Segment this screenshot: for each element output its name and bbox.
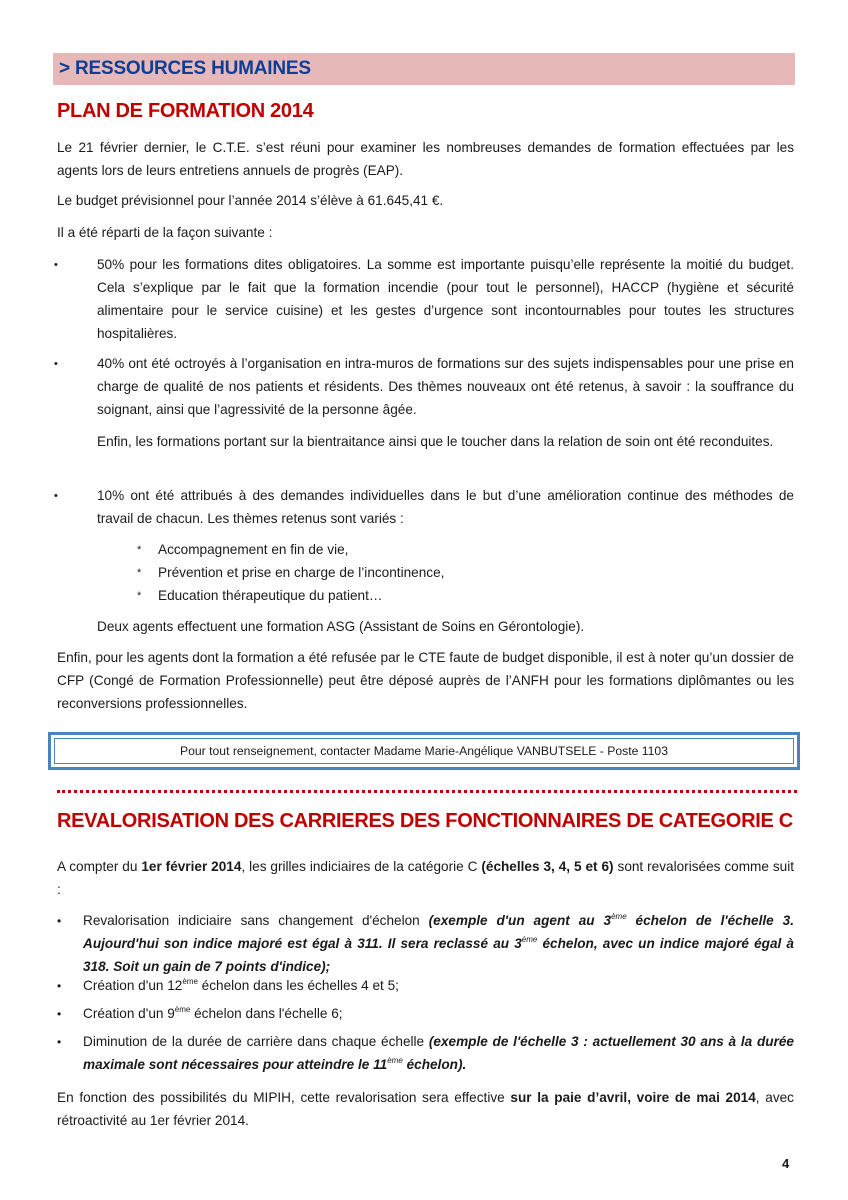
star-marker: *: [137, 590, 142, 602]
plan-split-intro: Il a été réparti de la façon suivante :: [57, 225, 273, 240]
reval-intro-b: , les grilles indiciaires de la catégorie C: [241, 859, 482, 874]
reval-item-1-text: Revalorisation indiciaire sans changement d'échelon: [83, 913, 429, 928]
reval-item-2-a: Création d'un 12: [83, 978, 183, 993]
asg-note: Deux agents effectuent une formation ASG (Assistant de Soins en Gérontologie).: [97, 619, 585, 634]
plan-formation-title: PLAN DE FORMATION 2014: [57, 100, 314, 122]
contact-box: [48, 732, 800, 770]
reval-intro-a: A compter du: [57, 859, 142, 874]
revalorisation-title: REVALORISATION DES CARRIERES DES FONCTIONNAIRES DE CATEGORIE C: [57, 810, 793, 832]
section-banner: [53, 53, 795, 85]
section-banner-title: > RESSOURCES HUMAINES: [59, 58, 311, 79]
theme-item: Prévention et prise en charge de l’incontinence,: [158, 565, 445, 580]
page-number: 4: [782, 1156, 790, 1171]
reval-outro-bold: sur la paie d’avril, voire de mai 2014: [510, 1090, 756, 1105]
sup-eme: ème: [182, 977, 198, 986]
reval-intro-scales: (échelles 3, 4, 5 et 6): [481, 859, 614, 874]
reval-item-2: [83, 974, 794, 997]
reval-item-3-a: Création d'un 9: [83, 1006, 175, 1021]
bullet-marker: •: [54, 490, 58, 502]
bullet-marker: •: [57, 1035, 62, 1049]
theme-item: Accompagnement en fin de vie,: [158, 542, 349, 557]
plan-bullet-1: 50% pour les formations dites obligatoires. La somme est importante puisqu’elle représente la moitié du budget. Cela s’explique par le fait que la formation incendie (pour tout le personnel), HACCP (hygiène et sécurité alimentaire pour le service cuisine) et les gestes d’urgence sont incontournables pour toutes les structures hospitalières.: [97, 257, 794, 341]
reval-item-4-example-b: échelon).: [402, 1057, 467, 1072]
sup-eme: ème: [521, 935, 538, 944]
sup-eme: ème: [387, 1056, 403, 1065]
reval-item-3-b: échelon dans l'échelle 6;: [190, 1006, 343, 1021]
reval-intro: [57, 855, 794, 901]
plan-closing: Enfin, pour les agents dont la formation a été refusée par le CTE faute de budget disponible, il est à noter qu’un dossier de CFP (Congé de Formation Professionnelle) peut être déposé auprès de l’ANFH pour les formations diplômantes ou les reconversions professionnelles.: [57, 650, 794, 711]
bullet-marker: •: [57, 979, 62, 993]
contact-text: Pour tout renseignement, contacter Madame Marie-Angélique VANBUTSELE - Poste 1103: [54, 738, 794, 764]
bullet-marker: •: [54, 358, 58, 370]
reval-outro-b: , avec rétroactivité au 1er février 2014.: [57, 1090, 794, 1128]
bullet-marker: •: [57, 914, 62, 928]
reval-item-1-example-c: échelon, avec un indice majoré égal à 318. Soit un gain de 7 points d'indice);: [83, 936, 794, 974]
reval-item-4: [83, 1030, 794, 1076]
plan-bullet-2: 40% ont été octroyés à l’organisation en intra-muros de formations sur des sujets indispensables pour une prise en charge de qualité de nos patients et résidents. Des thèmes nouveaux ont été retenus, à savoir : la souffrance du soignant, ainsi que l’agressivité de la personne âgée.: [97, 356, 794, 417]
sup-eme: ème: [174, 1005, 191, 1014]
plan-bullet-2-followup: Enfin, les formations portant sur la bientraitance ainsi que le toucher dans la relation de soin ont été reconduites.: [97, 434, 774, 449]
star-marker: *: [137, 567, 142, 579]
plan-intro: Le 21 février dernier, le C.T.E. s’est réuni pour examiner les nombreuses demandes de formation effectuées par les agents lors de leurs entretiens annuels de progrès (EAP).: [57, 140, 794, 178]
reval-item-3: [83, 1002, 794, 1025]
sup-eme: ème: [611, 912, 627, 921]
reval-item-2-b: échelon dans les échelles 4 et 5;: [197, 978, 399, 993]
bullet-marker: •: [57, 1007, 62, 1021]
reval-intro-c: sont revalorisées comme suit :: [57, 859, 794, 897]
reval-item-1-example-b: échelon de l'échelle 3. Aujourd'hui son indice majoré est égal à 311. Il sera reclassé au 3: [83, 913, 794, 951]
reval-item-1-example-a: (exemple d'un agent au 3: [428, 913, 612, 928]
reval-intro-date: 1er février 2014: [141, 859, 242, 874]
section-divider: [57, 790, 797, 793]
bullet-marker: •: [54, 259, 58, 271]
reval-outro-a: En fonction des possibilités du MIPIH, cette revalorisation sera effective: [57, 1090, 511, 1105]
star-marker: *: [137, 544, 142, 556]
plan-bullet-3: 10% ont été attribués à des demandes individuelles dans le but d’une amélioration continue des méthodes de travail de chacun. Les thèmes retenus sont variés :: [97, 488, 794, 526]
reval-outro: [57, 1086, 794, 1132]
theme-item: Education thérapeutique du patient…: [158, 588, 383, 603]
reval-item-4-text: Diminution de la durée de carrière dans chaque échelle: [83, 1034, 429, 1049]
reval-item-4-example-a: (exemple de l'échelle 3 : actuellement 30 ans à la durée maximale sont nécessaires pour atteindre le 11: [83, 1034, 794, 1072]
plan-budget: Le budget prévisionnel pour l’année 2014 s’élève à 61.645,41 €.: [57, 193, 444, 208]
reval-item-1: [83, 909, 794, 978]
